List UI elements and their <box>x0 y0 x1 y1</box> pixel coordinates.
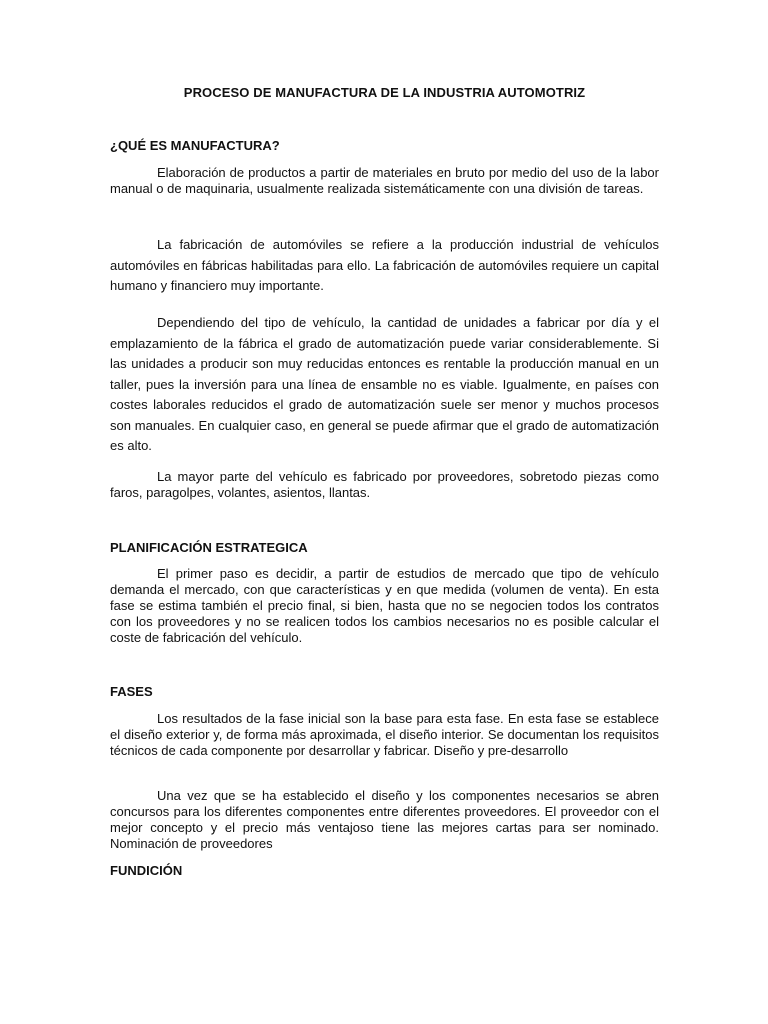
paragraph-diseno-predesarrollo: Los resultados de la fase inicial son la base para esta fase. En esta fase se establece el diseño exterior y, de forma más aproximada, el diseño interior. Se documentan los requisitos técnicos de cada componente por desarrollar y fabricar. Diseño y pre-desarrollo <box>110 711 659 758</box>
heading-fundicion: FUNDICIÓN <box>110 863 183 878</box>
heading-que-es-manufactura: ¿QUÉ ES MANUFACTURA? <box>110 138 280 153</box>
document-title: PROCESO DE MANUFACTURA DE LA INDUSTRIA AUTOMOTRIZ <box>183 85 586 100</box>
heading-fases: FASES <box>110 684 153 699</box>
paragraph-planificacion: El primer paso es decidir, a partir de estudios de mercado que tipo de vehículo demanda el mercado, con que características y en que medida (volumen de venta). En esta fase se estima también el precio final, si bien, hasta que no se negocien todos los contratos con los proveedores y no se realicen todos los cambios necesarios no es posible calcular el coste de fabricación del vehículo. <box>110 566 659 645</box>
paragraph-grado-automatizacion: Dependiendo del tipo de vehículo, la cantidad de unidades a fabricar por día y el emplazamiento de la fábrica el grado de automatización puede variar considerablemente. Si las unidades a producir son muy reducidas entonces es rentable la producción manual en un taller, pues la inversión para una línea de ensamble no es viable. Igualmente, en países con costes laborales reducidos el grado de automatización suele ser menor y muchos procesos son manuales. En cualquier caso, en general se puede afirmar que el grado de automatización es alto. <box>110 315 659 453</box>
heading-planificacion-estrategica: PLANIFICACIÓN ESTRATEGICA <box>110 540 308 555</box>
paragraph-nominacion-proveedores: Una vez que se ha establecido el diseño y los componentes necesarios se abren concursos para los diferentes componentes entre diferentes proveedores. El proveedor con el mejor concepto y el precio más ventajoso tiene las mejores cartas para ser nominado. Nominación de proveedores <box>110 788 659 851</box>
paragraph-definicion-manufactura: Elaboración de productos a partir de materiales en bruto por medio del uso de la labor manual o de maquinaria, usualmente realizada sistemáticamente con una división de tareas. <box>110 165 659 196</box>
paragraph-fabricacion-automoviles: La fabricación de automóviles se refiere a la producción industrial de vehículos automóviles en fábricas habilitadas para ello. La fabricación de automóviles requiere un capital humano y financiero muy importante. <box>110 237 659 293</box>
paragraph-proveedores-piezas: La mayor parte del vehículo es fabricado por proveedores, sobretodo piezas como faros, paragolpes, volantes, asientos, llantas. <box>110 469 659 500</box>
